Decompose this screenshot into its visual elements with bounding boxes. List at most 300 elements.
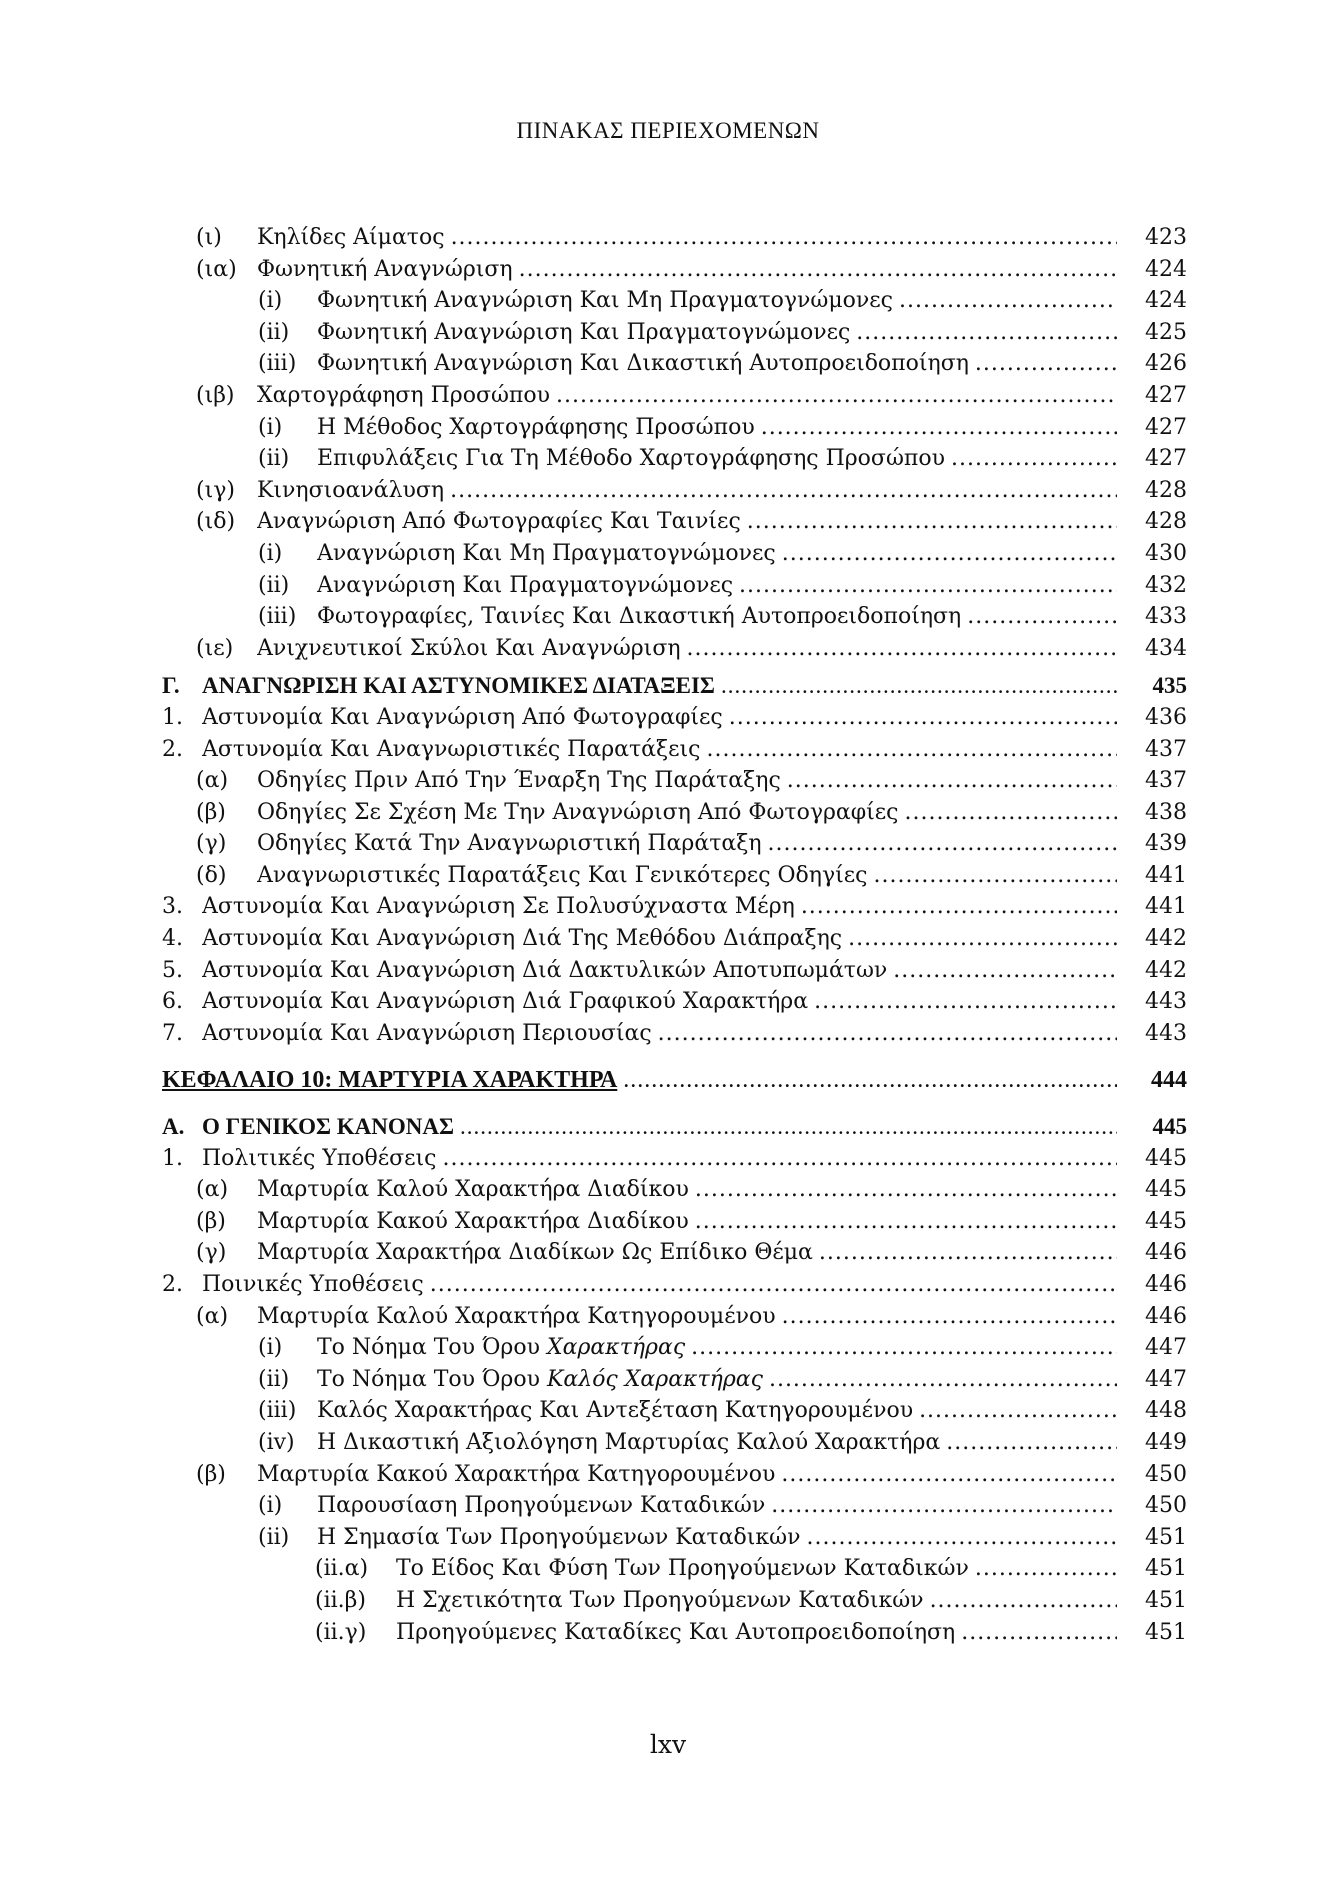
toc-entry-page: 447 [1145,1335,1187,1361]
toc-entry-number: (ii) [258,572,290,598]
toc-entry-page: 436 [1145,704,1187,730]
toc-entry-body [317,570,1117,602]
toc-entry-number: (ια) [196,256,237,282]
toc-entry[interactable] [162,1174,1187,1206]
dot-leader [769,1364,1117,1396]
toc-section-entry[interactable] [162,1111,1187,1143]
toc-entry-title-text: Αναγνώριση Και Μη Πραγματογνώμονες [317,540,776,566]
toc-entry[interactable] [162,986,1187,1018]
toc-entry-page: 424 [1145,288,1187,314]
toc-entry-title [257,1237,819,1269]
toc-entry-number: 2. [162,736,183,762]
toc-entry[interactable] [162,702,1187,734]
toc-entry-number: 2. [162,1272,183,1297]
dot-leader [658,1018,1117,1050]
toc-entry-page: 450 [1145,1461,1187,1487]
toc-entry-number: Γ. [162,673,180,699]
dot-leader [905,797,1117,829]
toc-entry-title-text: Μαρτυρία Χαρακτήρα Διαδίκων Ως Επίδικο Θέμα [257,1240,813,1266]
toc-entry-title-text: Αναγνώριση Και Πραγματογνώμονες [317,572,734,598]
toc-entry-title [257,860,873,892]
toc-entry-number: 6. [162,989,183,1015]
dot-leader [961,1617,1117,1649]
toc-entry-title-text: Αστυνομία Και Αναγνωριστικές Παρατάξεις [202,736,701,762]
toc-entry-page: 449 [1145,1429,1187,1455]
toc-entry[interactable] [162,317,1187,349]
toc-entry-title-text: Αναγνώριση Από Φωτογραφίες Και Ταινίες [257,509,741,535]
toc-entry[interactable] [162,1018,1187,1050]
toc-entry-body [317,538,1117,570]
toc-entry-title-italic: Καλός Χαρακτήρας [546,1366,763,1392]
toc-entry[interactable] [162,1427,1187,1459]
toc-entry-number: (β) [196,1208,226,1234]
toc-entry-page: 451 [1145,1556,1187,1582]
toc-entry-body [396,1553,1117,1585]
toc-entry-page: 446 [1145,1272,1187,1297]
toc-entry[interactable] [162,1143,1187,1175]
toc-entry[interactable] [162,412,1187,444]
dot-leader [771,1490,1117,1522]
toc-entry-title-text: Οδηγίες Κατά Την Αναγνωριστική Παράταξη [257,831,762,857]
toc-entry-body [202,702,1117,734]
toc-entry[interactable] [162,1206,1187,1238]
toc-entry-number: (δ) [196,862,227,888]
page-number: lxv [649,1730,687,1759]
toc-entry-title [202,1269,430,1301]
toc-entry-body [202,1018,1117,1050]
toc-entry-title-text: Ανιχνευτικοί Σκύλοι Και Αναγνώριση [257,635,681,661]
toc-entry-title [317,1490,771,1522]
toc-entry-page: 451 [1145,1619,1187,1645]
toc-entry-body [257,1459,1117,1491]
toc-entry-title [257,633,687,665]
toc-entry-body [257,222,1117,254]
dot-leader [899,285,1117,317]
toc-entry[interactable] [162,1395,1187,1427]
toc-entry-number: (ιδ) [196,509,236,535]
toc-entry-number: (ιε) [196,635,234,661]
toc-entry-body [257,765,1117,797]
toc-entry[interactable] [162,1269,1187,1301]
dot-leader [893,955,1117,987]
toc-entry-page: 432 [1145,572,1187,598]
dot-leader [967,601,1117,633]
toc-entry-number: (i) [258,540,283,566]
dot-leader [873,860,1117,892]
toc-entry-page: 442 [1145,957,1187,983]
toc-entry-body [202,891,1117,923]
toc-entry-title [202,986,814,1018]
toc-entry-number: (ii.γ) [315,1619,367,1645]
toc-entry-title [257,506,747,538]
toc-entry-title [317,1427,946,1459]
toc-entry-title [257,765,787,797]
toc-entry-number: (β) [196,799,226,825]
toc-entry[interactable] [162,955,1187,987]
toc-chapter-entry[interactable] [162,1065,1187,1097]
toc-entry-title-text: Το Νόημα Του Όρου [317,1366,547,1392]
toc-entry[interactable] [162,860,1187,892]
dot-leader [747,506,1117,538]
toc-entry-title [317,570,739,602]
toc-entry-title [257,1301,782,1333]
dot-leader [819,1237,1117,1269]
toc-entry-title [257,475,450,507]
toc-entry[interactable] [162,601,1187,633]
toc-entry-body [257,1301,1117,1333]
toc-entry-body [317,601,1117,633]
toc-entry[interactable] [162,891,1187,923]
toc-entry-number: (γ) [196,1240,227,1266]
dot-leader [687,633,1117,665]
toc-entry-title [317,1395,919,1427]
toc-entry-page: 435 [1152,673,1187,699]
toc-entry-body [202,955,1117,987]
toc-section-entry[interactable] [162,670,1187,702]
toc-entry-number: 1. [162,1145,183,1171]
toc-entry-number: 1. [162,704,183,730]
dot-leader [695,1174,1117,1206]
toc-entry-body [257,475,1117,507]
toc-entry-number: (ii) [258,1524,290,1550]
toc-entry-title-text: Οδηγίες Σε Σχέση Με Την Αναγνώριση Από Φωτογραφίες [257,799,899,825]
toc-entry-page: 441 [1145,862,1187,888]
toc-entry[interactable] [162,1332,1187,1364]
toc-entry[interactable] [162,1553,1187,1585]
dot-leader [919,1395,1117,1427]
toc-entry-title-text: Καλός Χαρακτήρας Και Αντεξέταση Κατηγορουμένου [317,1398,914,1424]
toc-entry-number: 3. [162,894,183,920]
toc-entry-title-italic: Χαρακτήρας [546,1335,686,1361]
toc-entry[interactable] [162,1459,1187,1491]
toc-entry-number: (iii) [258,604,297,630]
dot-leader [721,670,1117,702]
toc-entry[interactable] [162,1617,1187,1649]
toc-entry-title [396,1617,961,1649]
toc-entry-page: 443 [1145,1020,1187,1046]
toc-entry-body [317,317,1117,349]
dot-leader [451,222,1117,254]
toc-entry-page: 446 [1145,1303,1187,1329]
toc-entry-body [317,285,1117,317]
toc-entry-page: 445 [1145,1208,1187,1234]
toc-entry-body [396,1585,1117,1617]
toc-entry-number: (ii.β) [315,1587,366,1613]
toc-entry-title-text: Μαρτυρία Καλού Χαρακτήρα Κατηγορουμένου [257,1303,776,1329]
toc-entry-body [317,1427,1117,1459]
dot-leader [951,443,1117,475]
dot-leader [975,348,1117,380]
toc-entry-body [257,860,1117,892]
toc-entry-body [202,1269,1117,1301]
toc-entry-page: 423 [1145,225,1187,250]
toc-entry-number: (α) [196,768,229,794]
dot-leader [801,891,1117,923]
toc-entry-body [317,348,1117,380]
toc-entry-title [396,1585,930,1617]
dot-leader [930,1585,1117,1617]
toc-entry-title [202,734,707,766]
toc-entry-page: 447 [1145,1366,1187,1392]
toc-entry-number: 4. [162,926,183,952]
toc-entry-title-text: Οδηγίες Πριν Από Την Έναρξη Της Παράταξης [257,768,781,794]
toc-entry-title-text: Η Σχετικότητα Των Προηγούμενων Καταδικών [396,1587,924,1613]
toc-entry-body [202,986,1117,1018]
toc-entry-title [162,1065,623,1097]
toc-entry[interactable] [162,475,1187,507]
toc-entry[interactable] [162,923,1187,955]
toc-entry-number: (ι) [196,225,222,250]
toc-entry-title [317,1522,806,1554]
toc-entry-page: 430 [1145,540,1187,566]
toc-entry-body [257,254,1117,286]
toc-entry[interactable] [162,1522,1187,1554]
toc-entry-page: 445 [1152,1114,1187,1140]
toc-entry[interactable] [162,1585,1187,1617]
toc-entry-body [317,1332,1117,1364]
toc-entry-body [257,1206,1117,1238]
toc-entry-title [202,955,893,987]
toc-entry[interactable] [162,380,1187,412]
toc-entry[interactable] [162,633,1187,665]
toc-entry-number: (i) [258,288,283,314]
dot-leader [430,1269,1117,1301]
toc-entry[interactable] [162,254,1187,286]
toc-entry[interactable] [162,506,1187,538]
toc-entry-body [396,1617,1117,1649]
toc-entry-number: 7. [162,1020,183,1046]
toc-entry-page: 444 [1151,1067,1187,1094]
toc-entry-body [317,1522,1117,1554]
toc-entry[interactable] [162,797,1187,829]
dot-leader [695,1206,1117,1238]
toc-entry-number: (α) [196,1303,229,1329]
toc-entry[interactable] [162,1237,1187,1269]
toc-entry-page: 448 [1145,1398,1187,1424]
toc-entry-title-text: Χαρτογράφηση Προσώπου [257,382,550,408]
toc-entry-title-text: Το Είδος Και Φύση Των Προηγούμενων Καταδικών [396,1556,969,1582]
toc-entry-body [257,380,1117,412]
dot-leader [556,380,1117,412]
toc-entry-number: (γ) [196,831,227,857]
toc-entry-title-text: Η Μέθοδος Χαρτογράφησης Προσώπου [317,414,755,440]
toc-entry-page: 450 [1145,1493,1187,1519]
toc-entry-title [317,538,782,570]
toc-entry-title-text: Προηγούμενες Καταδίκες Και Αυτοπροειδοποίηση [396,1619,956,1645]
toc-entry[interactable] [162,765,1187,797]
toc-entry-number: Α. [162,1114,185,1140]
toc-entry-number: (iv) [258,1429,295,1455]
toc-entry-title-text: Αστυνομία Και Αναγνώριση Περιουσίας [202,1020,652,1046]
toc-entry-number: (ii) [258,319,290,345]
dot-leader [739,570,1117,602]
dot-leader [975,1553,1117,1585]
toc-entry-title-text: Αστυνομία Και Αναγνώριση Σε Πολυσύχναστα Μέρη [202,894,795,920]
toc-entry[interactable] [162,348,1187,380]
toc-entry-title-text: Πολιτικές Υποθέσεις [202,1145,437,1171]
toc-entry-title-text: Φωνητική Αναγνώριση Και Δικαστική Αυτοπροειδοποίηση [317,351,969,377]
toc-entry-body [257,1237,1117,1269]
toc-entry-page: 437 [1145,736,1187,762]
dot-leader [806,1522,1117,1554]
toc-entry-body [202,923,1117,955]
toc-entry-page: 427 [1145,382,1187,408]
dot-leader [623,1065,1117,1097]
table-of-contents [162,222,1187,1648]
toc-entry-title-text: Μαρτυρία Καλού Χαρακτήρα Διαδίκου [257,1177,689,1203]
toc-entry-title [202,923,848,955]
toc-entry-page: 437 [1145,768,1187,794]
toc-entry-body [257,1174,1117,1206]
toc-entry-title [257,828,768,860]
dot-leader [782,538,1117,570]
toc-entry-body [257,633,1117,665]
toc-entry-title-text: Μαρτυρία Κακού Χαρακτήρα Κατηγορουμένου [257,1461,776,1487]
toc-entry-body [202,734,1117,766]
toc-entry-title-text: Κινησιοανάλυση [257,477,445,503]
toc-entry-body [317,1364,1117,1396]
toc-entry-title-text: ΑΝΑΓΝΩΡΙΣΗ ΚΑΙ ΑΣΤΥΝΟΜΙΚΕΣ ΔΙΑΤΑΞΕΙΣ [202,673,715,699]
toc-entry-page: 425 [1145,319,1187,345]
toc-entry-title-text: Αστυνομία Και Αναγνώριση Διά Δακτυλικών Αποτυπωμάτων [202,957,888,983]
toc-entry-title [202,891,801,923]
toc-entry-body [162,1065,1117,1097]
toc-entry-body [202,670,1117,702]
toc-entry-number: (ii) [258,1366,290,1392]
toc-entry[interactable] [162,1301,1187,1333]
toc-entry[interactable] [162,285,1187,317]
toc-entry-title-text: Αστυνομία Και Αναγνώριση Διά Της Μεθόδου Διάπραξης [202,926,843,952]
toc-entry-page: 433 [1145,604,1187,630]
toc-entry-number: (ii) [258,446,290,472]
toc-entry-body [317,1490,1117,1522]
toc-entry-number: (iii) [258,1398,297,1424]
toc-entry-page: 438 [1145,799,1187,825]
toc-entry-page: 424 [1145,256,1187,282]
dot-leader [443,1143,1118,1175]
toc-entry-page: 427 [1145,414,1187,440]
dot-leader [460,1111,1117,1143]
toc-entry-number: 5. [162,957,183,983]
toc-entry-title-text: Φωνητική Αναγνώριση [257,256,513,282]
toc-entry-title [317,348,975,380]
toc-entry[interactable] [162,538,1187,570]
toc-entry-body [202,1143,1117,1175]
toc-entry-title [317,601,967,633]
dot-leader [450,475,1117,507]
page-header: ΠΙΝΑΚΑΣ ΠΕΡΙΕΧΟΜΕΝΩΝ [516,118,820,143]
toc-entry-title [257,222,451,254]
toc-entry[interactable] [162,443,1187,475]
toc-entry-title [257,1206,695,1238]
toc-entry-title-text: Κηλίδες Αίματος [257,225,445,250]
toc-entry-title-text: Αστυνομία Και Αναγνώριση Διά Γραφικού Χαρακτήρα [202,989,809,1015]
toc-entry-title-text: Η Δικαστική Αξιολόγηση Μαρτυρίας Καλού Χαρακτήρα [317,1429,941,1455]
toc-entry-page: 446 [1145,1240,1187,1266]
toc-entry-title [257,380,556,412]
toc-entry-title-text: Παρουσίαση Προηγούμενων Καταδικών [317,1493,766,1519]
toc-entry-title [202,1018,658,1050]
toc-entry-title-text: Το Νόημα Του Όρου [317,1335,547,1361]
toc-entry-number: (ii.α) [315,1556,369,1582]
toc-entry-title [257,254,519,286]
toc-entry[interactable] [162,1364,1187,1396]
toc-entry-body [317,1395,1117,1427]
toc-entry[interactable] [162,1490,1187,1522]
toc-entry-title [396,1553,975,1585]
toc-entry-page: 426 [1145,351,1187,377]
toc-entry-title-text: Φωνητική Αναγνώριση Και Μη Πραγματογνώμονες [317,288,893,314]
toc-entry-title [202,1111,460,1143]
dot-leader [814,986,1117,1018]
toc-entry-number: (i) [258,414,283,440]
toc-entry-page: 428 [1145,477,1187,503]
toc-entry-title-text: Φωτογραφίες, Ταινίες Και Δικαστική Αυτοπροειδοποίηση [317,604,962,630]
toc-entry-title-text: Αναγνωριστικές Παρατάξεις Και Γενικότερες Οδηγίες [257,862,868,888]
toc-entry[interactable] [162,222,1187,254]
dot-leader [781,1459,1117,1491]
toc-entry[interactable] [162,734,1187,766]
dot-leader [729,702,1117,734]
toc-entry-page: 428 [1145,509,1187,535]
dot-leader [519,254,1117,286]
toc-entry-title [202,1143,443,1175]
toc-entry-title-text: Επιφυλάξεις Για Τη Μέθοδο Χαρτογράφησης Προσώπου [317,446,945,472]
toc-entry-title-text: Η Σημασία Των Προηγούμενων Καταδικών [317,1524,801,1550]
toc-entry-number: (β) [196,1461,226,1487]
toc-entry[interactable] [162,828,1187,860]
toc-entry-title [317,317,856,349]
toc-entry-page: 443 [1145,989,1187,1015]
toc-entry-number: (iii) [258,351,297,377]
toc-entry-page: 427 [1145,446,1187,472]
toc-entry-body [257,797,1117,829]
toc-entry-page: 451 [1145,1587,1187,1613]
dot-leader [691,1332,1117,1364]
toc-entry-page: 442 [1145,926,1187,952]
toc-entry-page: 445 [1145,1145,1187,1171]
toc-entry-page: 434 [1145,635,1187,661]
toc-entry-title [317,1364,769,1396]
toc-entry-body [317,443,1117,475]
toc-entry-page: 445 [1145,1177,1187,1203]
toc-entry-body [257,506,1117,538]
toc-entry-title [317,412,761,444]
toc-entry-number: (ιγ) [196,477,235,503]
toc-entry-number: (i) [258,1335,283,1361]
toc-entry-body [317,412,1117,444]
toc-entry-page: 451 [1145,1524,1187,1550]
toc-entry-title-text: Αστυνομία Και Αναγνώριση Από Φωτογραφίες [202,704,723,730]
dot-leader [782,1301,1117,1333]
dot-leader [787,765,1117,797]
dot-leader [856,317,1117,349]
toc-entry-title-text: Ο ΓΕΝΙΚΟΣ ΚΑΝΟΝΑΣ [202,1114,455,1140]
toc-entry-title-text: Ποινικές Υποθέσεις [202,1272,424,1297]
toc-entry[interactable] [162,570,1187,602]
toc-entry-title-text: ΚΕΦΑΛΑΙΟ 10: ΜΑΡΤΥΡΙΑ ΧΑΡΑΚΤΗΡΑ [162,1067,618,1094]
toc-entry-title [317,285,899,317]
dot-leader [768,828,1117,860]
dot-leader [761,412,1117,444]
toc-entry-title-text: Μαρτυρία Κακού Χαρακτήρα Διαδίκου [257,1208,689,1234]
toc-entry-title [257,1174,695,1206]
dot-leader [946,1427,1117,1459]
toc-entry-body [257,828,1117,860]
toc-entry-page: 439 [1145,831,1187,857]
toc-entry-number: (ιβ) [196,382,235,408]
toc-entry-number: (i) [258,1493,283,1519]
